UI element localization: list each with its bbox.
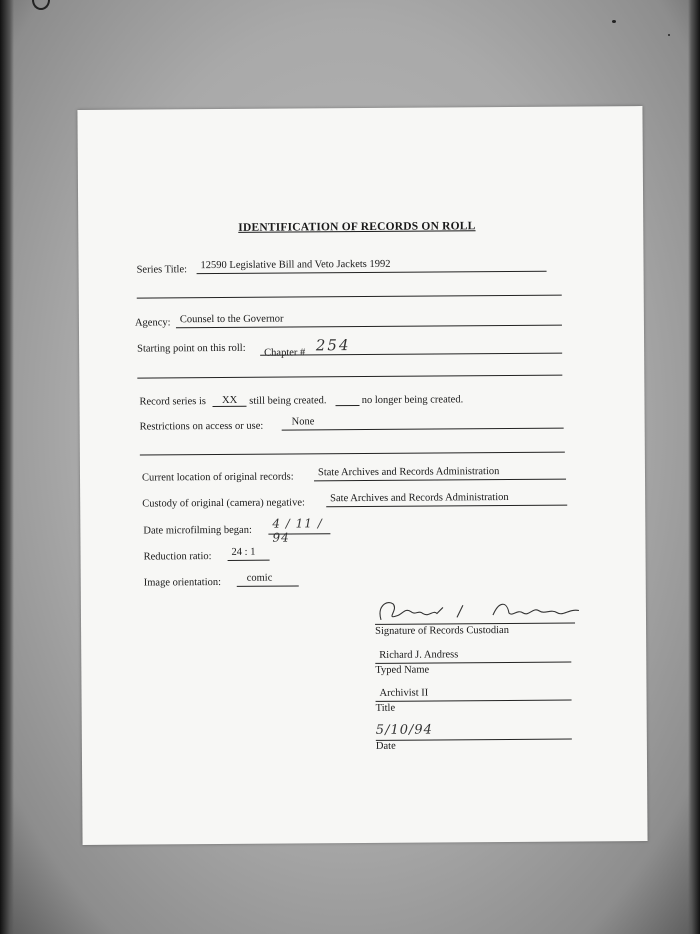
film-corner-mark — [32, 0, 50, 10]
agency-row — [135, 317, 171, 328]
form-title: IDENTIFICATION OF RECORDS ON ROLL — [238, 220, 476, 234]
record-series-still-text: still being created. — [249, 395, 327, 407]
restrictions-continuation-line — [140, 452, 565, 456]
restrictions-field — [282, 416, 564, 431]
custody-row — [142, 497, 305, 509]
series-title-field — [196, 259, 546, 274]
typed-name-field — [375, 650, 571, 664]
records-form-sheet — [77, 106, 647, 845]
date-field — [376, 723, 572, 741]
series-title-continuation-line — [137, 295, 562, 299]
reduction-value: 24 : 1 — [231, 546, 256, 558]
typed-name-caption: Typed Name — [375, 664, 430, 676]
series-title-label: Series Title: — [136, 264, 188, 276]
dust-speck — [612, 20, 616, 23]
date-value: 5/10/94 — [375, 722, 433, 738]
film-edge-right — [688, 0, 700, 934]
title-caption: Title — [375, 702, 396, 714]
record-series-row — [139, 393, 463, 407]
starting-point-label: Starting point on this roll: — [137, 342, 246, 355]
title-value: Archivist II — [379, 687, 429, 699]
starting-point-field — [260, 336, 562, 359]
orientation-label: Image orientation: — [143, 576, 222, 589]
record-series-no-longer-text: no longer being created. — [361, 394, 464, 407]
dust-speck — [668, 34, 670, 36]
starting-point-handwritten: 254 — [315, 336, 351, 355]
custody-field — [326, 493, 567, 508]
custody-label: Custody of original (camera) negative: — [142, 497, 305, 510]
orientation-field — [237, 573, 299, 586]
restrictions-value: None — [291, 416, 315, 428]
orientation-value: comic — [246, 572, 273, 584]
title-field — [375, 688, 571, 702]
orientation-row — [144, 577, 221, 589]
reduction-row — [144, 551, 212, 562]
current-location-row — [142, 471, 294, 483]
typed-name-value: Richard J. Andress — [379, 649, 459, 661]
reduction-label: Reduction ratio: — [143, 551, 212, 563]
current-location-value: State Archives and Records Administration — [317, 466, 500, 479]
current-location-label: Current location of original records: — [141, 471, 294, 484]
current-location-field — [314, 467, 566, 482]
restrictions-row — [140, 421, 264, 433]
date-began-label: Date microfilming began: — [143, 524, 252, 537]
film-edge-left — [0, 0, 14, 934]
starting-point-continuation-line — [137, 375, 562, 379]
date-began-value: 4 / 11 / 94 — [272, 516, 323, 545]
reduction-field — [228, 548, 270, 561]
starting-point-value: Chapter # — [264, 347, 306, 359]
series-title-row — [137, 264, 188, 275]
series-title-value: 12590 Legislative Bill and Veto Jackets 1992 — [200, 258, 391, 272]
agency-field — [176, 313, 562, 329]
date-caption: Date — [375, 740, 396, 752]
date-began-row — [143, 525, 252, 537]
record-series-no-longer-blank — [335, 394, 359, 406]
record-series-label: Record series is — [139, 396, 207, 408]
agency-label: Agency: — [134, 317, 171, 329]
agency-value: Counsel to the Governor — [179, 313, 284, 326]
starting-point-row — [137, 343, 246, 355]
date-began-field — [268, 516, 330, 545]
signature-caption: Signature of Records Custodian — [375, 624, 509, 637]
record-series-still-mark: XX — [213, 395, 247, 407]
restrictions-label: Restrictions on access or use: — [139, 420, 264, 433]
custody-value: Sate Archives and Records Administration — [330, 491, 509, 505]
